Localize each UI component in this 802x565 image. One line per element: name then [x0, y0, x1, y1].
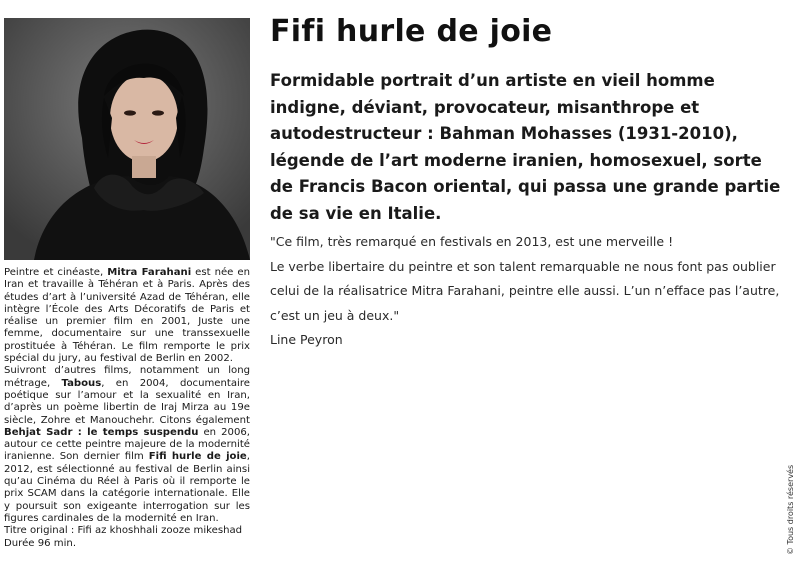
duration: Durée 96 min. — [4, 537, 77, 549]
film-synopsis: Formidable portrait d’un artiste en vieil homme indigne, déviant, provocateur, misanthrope et autodestructeur : Bahman Mohasses (1931-2010), légende de l’art moderne iranien, homosexuel, sorte de Francis Bacon oriental, qui passa une grande partie de sa vie en Italie. — [270, 71, 781, 223]
copyright-credit: © Tous droits réservés — [786, 464, 795, 555]
film-title-fifi: Fifi hurle de joie — [148, 451, 247, 463]
quote-line-4: c’est un jeu à deux." — [270, 307, 400, 323]
original-title: Titre original : Fifi az khoshhali zooze mikeshad — [4, 525, 243, 537]
film-title-behjat-sadr: Behjat Sadr : le temps suspendu — [4, 426, 199, 438]
press-quote — [270, 230, 780, 353]
quote-line-3: celui de la réalisatrice Mitra Farahani, peintre elle aussi. L’un n’efface pas l’autre, — [270, 283, 780, 299]
film-title-tabous: Tabous — [61, 377, 102, 389]
director-biography — [4, 267, 250, 550]
page-title: Fifi hurle de joie — [270, 14, 553, 49]
quote-author: Line Peyron — [270, 332, 343, 348]
bio-paragraph-1: Peintre et cinéaste, Mitra Farahani est née en Iran et travaille à Téhéran et à Paris. Après des études d’art à l’université Azad de Téhéran, elle intègre l’École des Arts Décoratifs de Paris et réalise un premier film en 2001, Juste une femme, documentaire sur une transsexuelle prostituée à Téhéran. Le film remporte le prix spécial du jury, au festival de Berlin en 2002. — [4, 267, 250, 365]
quote-line-1: "Ce film, très remarqué en festivals en 2013, est une merveille ! — [270, 234, 674, 249]
bio-paragraph-2: Suivront d’autres films, notamment un long métrage, Tabous, en 2004, documentaire poétique sur l’amour et la sexualité en Iran, d’après un poème libertin de Iraj Mirza au 19e siècle, Zohre et Manouchehr. Citons également Behjat Sadr : le temps suspendu en 2006, autour ce cette peintre majeure de la modernité iranienne. Son dernier film Fifi hurle de joie, 2012, est sélectionné au festival de Berlin ainsi qu’au Cinéma du Réel à Paris où il remporte le prix SCAM dans la catégorie internationale. Elle y poursuit son exigeante interrogation sur les figures cardinales de la modernité en Iran. — [4, 365, 251, 524]
director-portrait-photo — [4, 18, 250, 260]
quote-line-2: Le verbe libertaire du peintre et son talent remarquable ne nous font pas oublier — [270, 258, 776, 274]
director-name: Mitra Farahani — [107, 267, 192, 278]
